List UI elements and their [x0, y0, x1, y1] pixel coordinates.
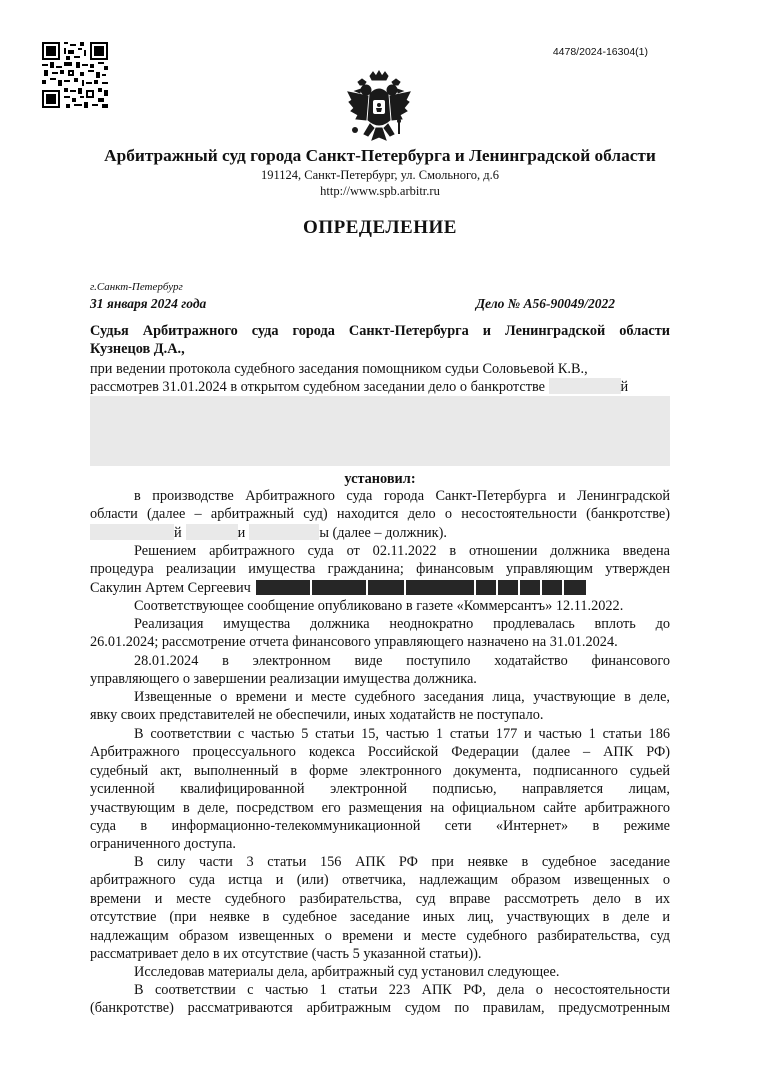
document-title: ОПРЕДЕЛЕНИЕ: [303, 217, 457, 238]
p8-line-4: отсутствие (при неявке в судебное заседание иных лиц, участвующих в деле и: [90, 909, 670, 926]
redaction: [520, 580, 540, 595]
p4-line-2: 26.01.2024; рассмотрение отчета финансового управляющего назначено на 31.01.2024.: [90, 634, 618, 651]
paragraph-7: [90, 725, 670, 854]
paragraph-1: [90, 487, 670, 542]
court-website[interactable]: http://www.spb.arbitr.ru: [320, 184, 440, 198]
p8-line-1: В силу части 3 статьи 156 АПК РФ при неявке в судебное заседание: [134, 854, 670, 870]
p9-line-1: Исследовав материалы дела, арбитражный суд установил следующее.: [134, 964, 560, 980]
paragraph-8: [90, 853, 670, 963]
p5-line-1: 28.01.2024 в электронном виде поступило ходатайство финансового: [134, 653, 670, 669]
coat-of-arms-icon: [346, 70, 412, 144]
p10-line-2: (банкротстве) рассматриваются арбитражным судом по правилам, предусмотренным: [90, 1000, 670, 1017]
decision-date: 31 января 2024 года: [90, 296, 207, 311]
redaction: [564, 580, 586, 595]
p10-line-1: В соответствии с частью 1 статьи 223 АПК РФ, дела о несостоятельности: [134, 982, 670, 998]
redaction: [186, 524, 238, 540]
p6-line-2: явку своих представителей не обеспечили, иных ходатайств не поступало.: [90, 707, 544, 724]
p7-line-5: участвующим в деле, посредством его размещения на официальном сайте арбитражного: [90, 799, 670, 816]
p7-line-7: ограниченного доступа.: [90, 836, 236, 853]
p1-line-3: [90, 524, 670, 542]
intro-line-1: при ведении протокола судебного заседания помощником судьи Соловьевой К.В.,: [90, 361, 588, 377]
paragraph-9: [90, 963, 670, 981]
paragraph-5: [90, 652, 670, 689]
judge-name: Кузнецов Д.А.,: [90, 341, 185, 358]
paragraph-4: [90, 615, 670, 652]
redaction: [249, 524, 319, 540]
redaction: [312, 580, 366, 595]
p8-line-2: арбитражного суда истца и (или) ответчика, надлежащим образом извещенных о: [90, 872, 670, 889]
p8-line-5: надлежащим образом извещенных о времени и месте судебного разбирательства, суд: [90, 927, 670, 944]
court-address: 191124, Санкт-Петербург, ул. Смольного, д.6: [260, 168, 500, 182]
section-heading: установил:: [344, 471, 416, 487]
p3-line-1: Соответствующее сообщение опубликовано в газете «Коммерсантъ» 12.11.2022.: [134, 598, 624, 614]
intro-line-2-end: й: [620, 379, 629, 396]
paragraph-6: [90, 688, 670, 725]
p1-text-b: и: [237, 524, 246, 541]
p5-line-2: управляющего о завершении реализации имущества должника.: [90, 671, 477, 688]
redaction: [256, 580, 310, 595]
redaction: [476, 580, 496, 595]
redaction: [90, 524, 174, 540]
manager-name: Сакулин Артем Сергеевич: [90, 579, 251, 596]
redaction: [542, 580, 562, 595]
p7-line-6: суда в информационно-телекоммуникационной сети «Интернет» в режиме: [90, 818, 670, 835]
redaction-block: [90, 396, 670, 466]
judge-line-1: Судья Арбитражного суда города Санкт-Петербурга и Ленинградской области: [90, 323, 670, 339]
document-id: 4478/2024-16304(1): [552, 46, 648, 58]
p7-line-4: усиленной квалифицированной электронной подписью, направляется лицам,: [90, 781, 670, 798]
p7-line-3: судебный акт, выполненный в форме электронного документа, подписанного судьей: [90, 762, 670, 779]
paragraph-3: [90, 597, 670, 615]
p8-line-3: времени и месте судебного разбирательства, суд вправе рассмотреть дело в их: [90, 890, 670, 907]
intro-line-2: [90, 378, 670, 396]
redaction: [549, 378, 621, 394]
city: г.Санкт-Петербург: [90, 281, 183, 293]
p1-line-1: в производстве Арбитражного суда города Санкт-Петербурга и Ленинградской: [134, 488, 670, 504]
p1-text-a: й: [174, 524, 182, 541]
intro-line-2-text: рассмотрев 31.01.2024 в открытом судебном заседании дело о банкротстве: [90, 379, 545, 396]
redaction: [406, 580, 474, 595]
p1-line-2: области (далее – арбитражный суд) находится дело о несостоятельности (банкротстве): [90, 506, 670, 523]
p1-text-c: ы (далее – должник).: [319, 524, 447, 541]
redaction: [368, 580, 404, 595]
p2-line-3: [90, 579, 670, 597]
p4-line-1: Реализация имущества должника неоднократно продлевалась вплоть до: [134, 616, 670, 632]
judge-block: [90, 322, 670, 359]
court-name: Арбитражный суд города Санкт-Петербурга и Ленинградской области: [104, 146, 656, 165]
qr-code-icon: [42, 42, 108, 108]
case-number: Дело № А56-90049/2022: [475, 296, 615, 311]
p7-line-1: В соответствии с частью 5 статьи 15, частью 1 статьи 177 и частью 1 статьи 186: [134, 726, 670, 742]
p8-line-6: рассматривает дело в их отсутствие (часть 5 указанной статьи)).: [90, 946, 482, 963]
intro-block: [90, 360, 670, 397]
p7-line-2: Арбитражного процессуального кодекса Российской Федерации (далее – АПК РФ): [90, 744, 670, 761]
p2-line-2: процедура реализации имущества гражданина; финансовым управляющим утвержден: [90, 561, 670, 578]
paragraph-2: [90, 542, 670, 597]
p6-line-1: Извещенные о времени и месте судебного заседания лица, участвующие в деле,: [134, 689, 670, 705]
p2-line-1: Решением арбитражного суда от 02.11.2022 в отношении должника введена: [134, 543, 670, 559]
redaction: [498, 580, 518, 595]
paragraph-10: [90, 981, 670, 1018]
